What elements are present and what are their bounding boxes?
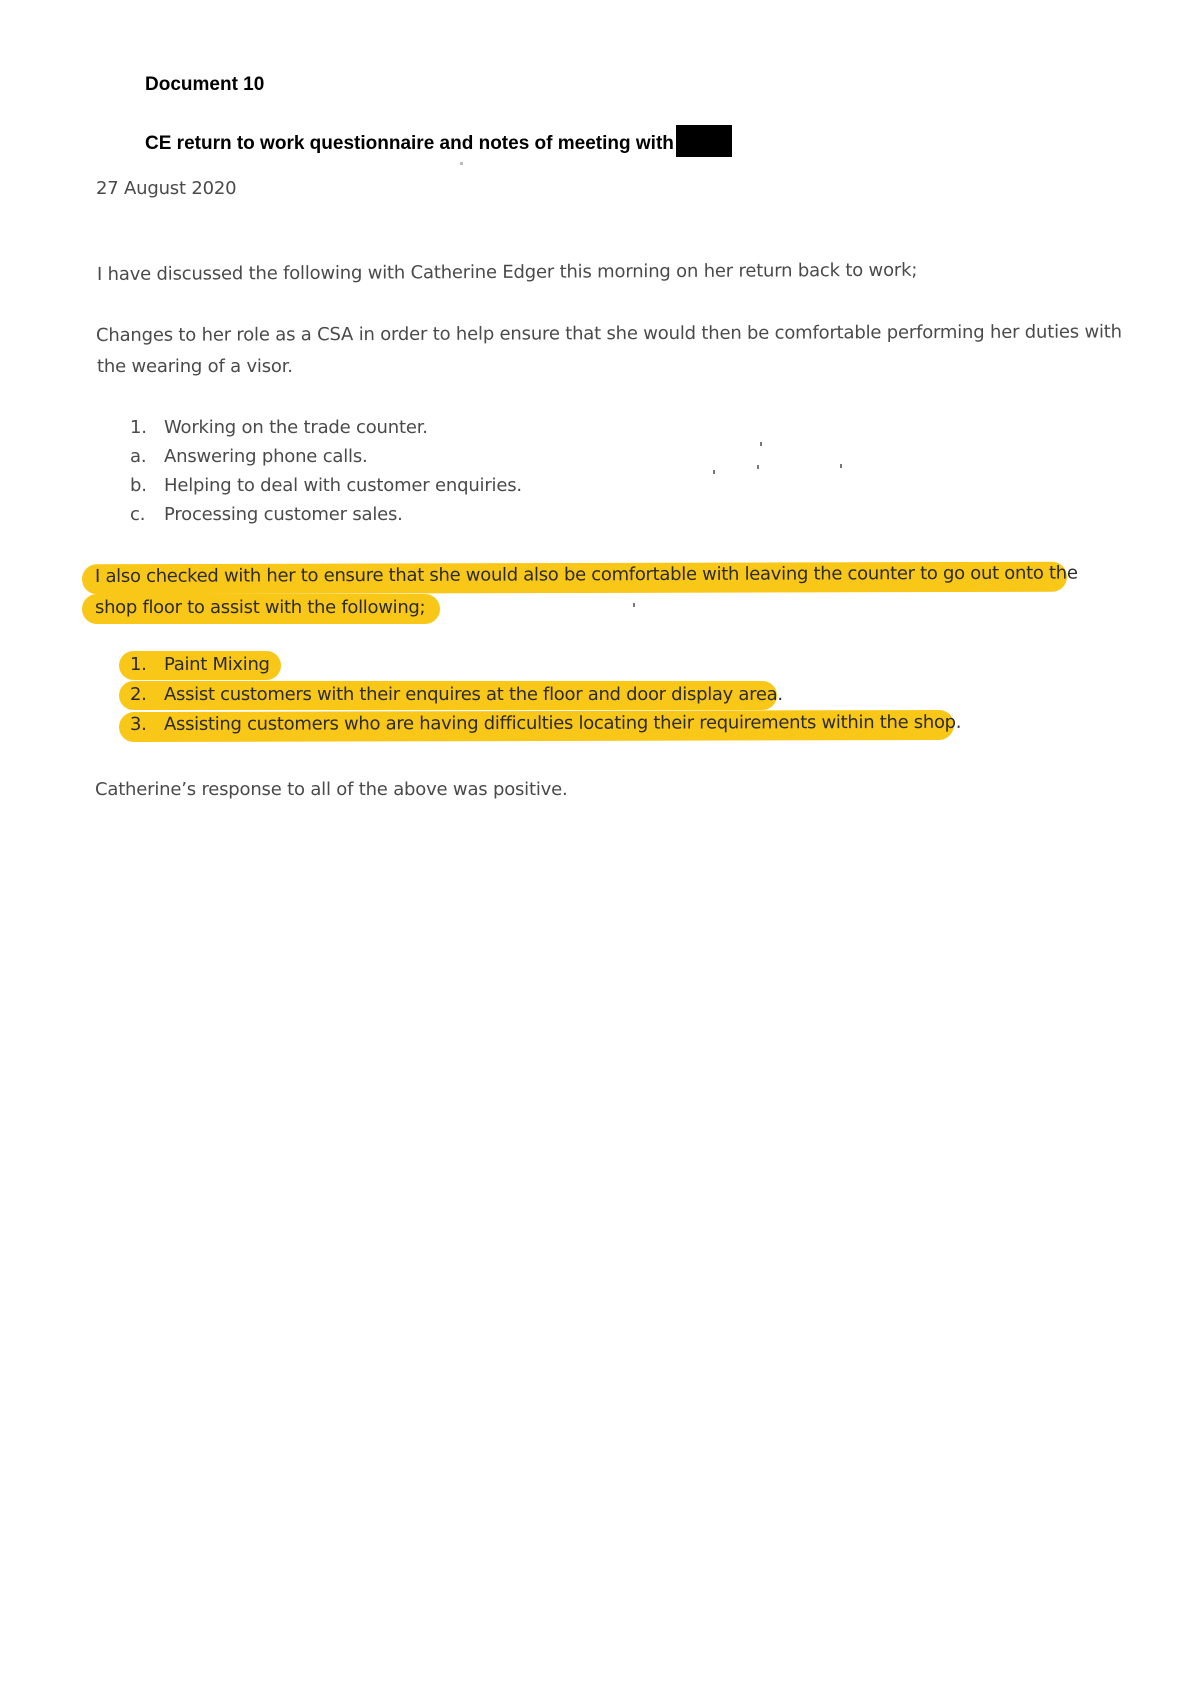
duty-list-item	[130, 504, 403, 525]
document-title-text: CE return to work questionnaire and notes of meeting with	[145, 133, 674, 155]
closing-statement: Catherine’s response to all of the above was positive.	[95, 779, 568, 800]
duty-list-item	[130, 475, 522, 496]
list-item-text: Answering phone calls.	[164, 446, 368, 467]
duty-list-item	[130, 417, 428, 438]
list-marker: 1.	[130, 417, 147, 438]
shop-floor-line-2: shop floor to assist with the following;	[95, 597, 426, 618]
scan-speck	[760, 442, 762, 446]
shop-floor-line-1: I also checked with her to ensure that she would also be comfortable with leaving the counter to go out onto the	[94, 562, 1078, 587]
scan-speck	[633, 603, 635, 607]
list-item-text: Paint Mixing	[164, 654, 270, 675]
floor-task-item	[130, 684, 783, 705]
list-marker: a.	[130, 446, 147, 467]
list-marker: c.	[130, 504, 146, 525]
list-marker: 1.	[130, 654, 147, 675]
list-item-text: Working on the trade counter.	[164, 417, 428, 438]
list-marker: 3.	[129, 713, 147, 735]
role-changes-line-1: Changes to her role as a CSA in order to help ensure that she would then be comfortable performing her duties with	[95, 321, 1122, 346]
duty-list-item	[130, 446, 368, 467]
floor-task-item	[130, 654, 270, 675]
intro-paragraph: I have discussed the following with Catherine Edger this morning on her return back to work;	[96, 259, 918, 285]
list-item-text: Processing customer sales.	[164, 504, 403, 525]
scan-speck	[713, 470, 715, 474]
floor-task-item	[130, 712, 961, 735]
list-marker: 2.	[130, 684, 147, 705]
list-item-text: Helping to deal with customer enquiries.	[164, 475, 522, 496]
list-marker: b.	[130, 475, 147, 496]
scan-speck	[840, 464, 842, 468]
document-number: Document 10	[145, 74, 265, 95]
letter-date: 27 August 2020	[96, 178, 237, 199]
list-item-text: Assist customers with their enquires at the floor and door display area.	[164, 684, 783, 705]
role-changes-line-2: the wearing of a visor.	[97, 356, 293, 377]
document-title	[145, 128, 732, 160]
scan-speck	[460, 162, 463, 165]
list-item-text: Assisting customers who are having difficulties locating their requirements within the shop.	[163, 711, 962, 735]
redaction-block	[676, 125, 732, 157]
scan-speck	[757, 465, 759, 469]
